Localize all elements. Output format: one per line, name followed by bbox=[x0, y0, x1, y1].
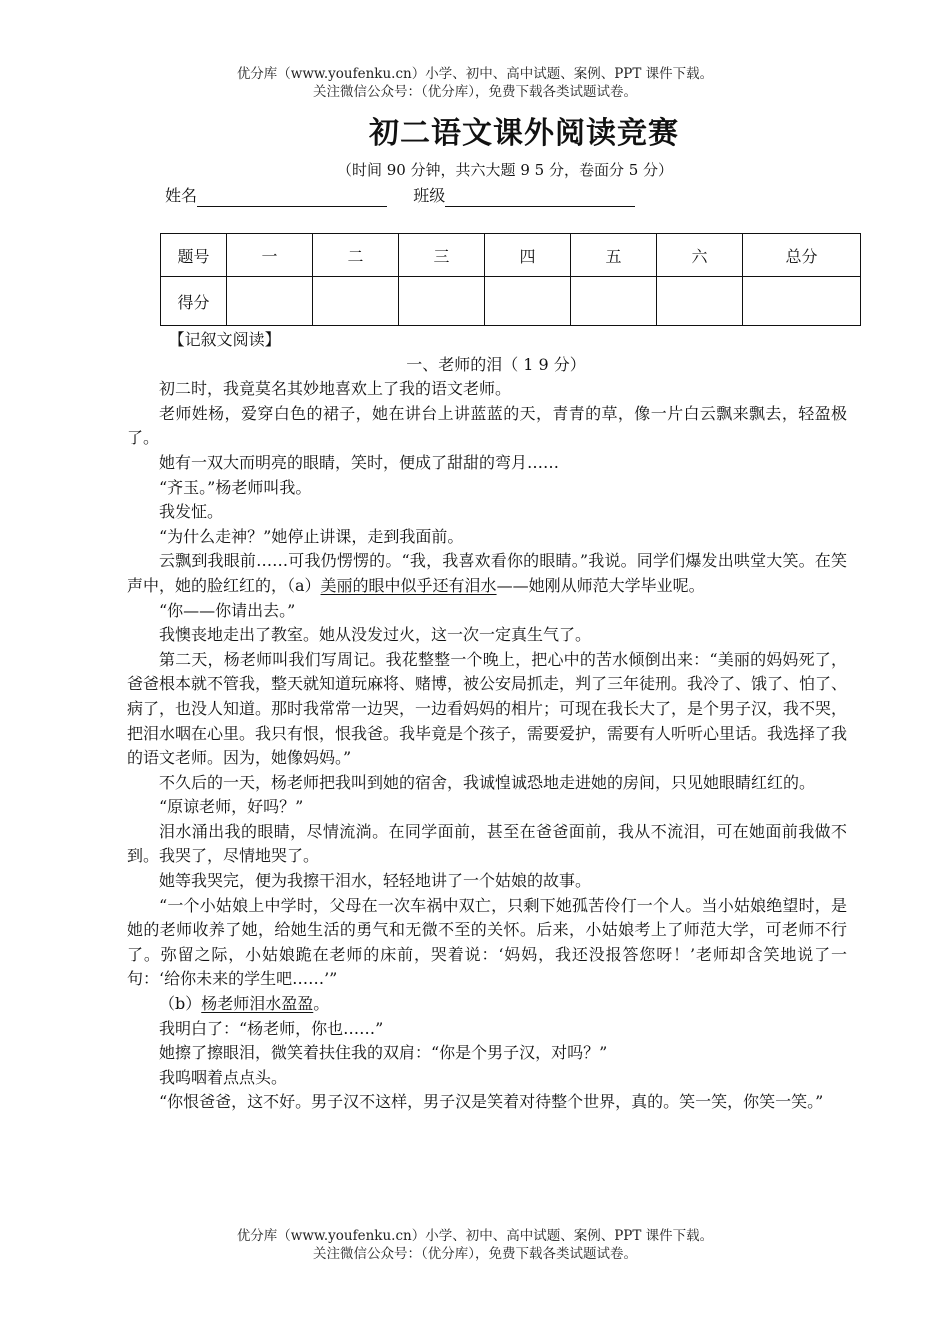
reading-passage bbox=[127, 328, 847, 1115]
column-header-cell: 总分 bbox=[743, 234, 861, 277]
paragraph-text: ——她刚从师范大学毕业呢。 bbox=[496, 575, 705, 595]
passage-paragraph: “为什么走神？”她停止讲课，走到我面前。 bbox=[159, 526, 464, 546]
column-header-cell: 六 bbox=[657, 234, 743, 277]
underlined-sentence-b: 杨老师泪水盈盈 bbox=[201, 994, 314, 1014]
score-label-cell: 得分 bbox=[161, 277, 227, 326]
paragraph-text: （b） bbox=[159, 994, 202, 1014]
passage-paragraph: 我明白了：“杨老师，你也……” bbox=[159, 1018, 384, 1038]
section-label: 【记叙文阅读】 bbox=[168, 330, 281, 349]
score-cell bbox=[227, 277, 313, 326]
score-table-header-row bbox=[161, 234, 861, 277]
passage-paragraph: 初二时，我竟莫名其妙地喜欢上了我的语文老师。 bbox=[159, 379, 512, 399]
passage-paragraph: “齐玉。”杨老师叫我。 bbox=[159, 477, 312, 497]
passage-paragraph: “一个小姑娘上中学时，父母在一次车祸中双亡，只剩下她孤苦伶仃一个人。当小姑娘绝望时，是她的老师收养了她，给她生活的勇气和无微不至的关怀。后来，小姑娘考上了师范大学，可老师不行了。弥留之际，小姑娘跪在老师的床前，哭着说：‘妈妈，我还没报答您呀！’老师却含笑地说了一句：‘给你未来的学生吧……’” bbox=[127, 895, 847, 989]
paragraph-text: 。 bbox=[313, 994, 330, 1014]
passage-paragraph: 她擦了擦眼泪，微笑着扶住我的双肩：“你是个男子汉，对吗？” bbox=[159, 1043, 608, 1063]
question-title: 一、老师的泪（ 1 9 分） bbox=[406, 354, 586, 374]
score-table bbox=[160, 233, 861, 326]
page-title: 初二语文课外阅读竞赛 bbox=[369, 116, 679, 151]
score-cell bbox=[743, 277, 861, 326]
passage-paragraph: “原谅老师，好吗？” bbox=[159, 797, 304, 817]
header-promo-line-2: 关注微信公众号：（优分库），免费下载各类试题试卷。 bbox=[313, 84, 637, 100]
passage-paragraph: 老师姓杨，爱穿白色的裙子，她在讲台上讲蓝蓝的天，青青的草，像一片白云飘来飘去，轻盈极了。 bbox=[127, 403, 847, 448]
passage-paragraph bbox=[127, 992, 847, 1017]
score-cell bbox=[399, 277, 485, 326]
column-header-cell: 二 bbox=[313, 234, 399, 277]
passage-paragraph: 她有一双大而明亮的眼睛，笑时，便成了甜甜的弯月…… bbox=[159, 452, 560, 472]
underlined-sentence-a: 美丽的眼中似乎还有泪水 bbox=[320, 575, 497, 595]
name-class-row bbox=[165, 185, 635, 207]
passage-paragraph: 我懊丧地走出了教室。她从没发过火，这一次一定真生气了。 bbox=[159, 625, 592, 645]
name-label: 姓名 bbox=[165, 186, 198, 205]
passage-paragraph bbox=[127, 549, 847, 598]
score-cell bbox=[485, 277, 571, 326]
score-cell bbox=[657, 277, 743, 326]
header-promo-line-1: 优分库（www.youfenku.cn）小学、初中、高中试题、案例、PPT 课件下载。 bbox=[236, 66, 714, 82]
passage-paragraph: 我呜咽着点点头。 bbox=[159, 1067, 288, 1087]
class-label: 班级 bbox=[413, 186, 446, 205]
column-header-cell: 四 bbox=[485, 234, 571, 277]
score-cell bbox=[571, 277, 657, 326]
passage-paragraph: 我发怔。 bbox=[159, 502, 224, 522]
paragraph-text: 云飘到我眼前……可我仍愣愣的。“我，我喜欢看你的眼睛。”我说。同学们爆发出哄堂大笑。在笑声中，她的脸红红的，（a） bbox=[127, 551, 847, 595]
passage-paragraph: 不久后的一天，杨老师把我叫到她的宿舍，我诚惶诚恐地走进她的房间，只见她眼睛红红的。 bbox=[159, 772, 816, 792]
passage-paragraph: 泪水涌出我的眼睛，尽情流淌。在同学面前，甚至在爸爸面前，我从不流泪，可在她面前我做不到。我哭了，尽情地哭了。 bbox=[127, 821, 847, 866]
exam-subtitle: （时间 90 分钟，共六大题 9 5 分，卷面分 5 分） bbox=[336, 161, 674, 179]
passage-paragraph: “你恨爸爸，这不好。男子汉不这样，男子汉是笑着对待整个世界，真的。笑一笑，你笑一笑。” bbox=[159, 1092, 824, 1112]
passage-paragraph: “你——你请出去。” bbox=[159, 600, 296, 620]
row-header-cell: 题号 bbox=[161, 234, 227, 277]
name-blank bbox=[197, 188, 387, 207]
class-blank bbox=[445, 188, 635, 207]
column-header-cell: 五 bbox=[571, 234, 657, 277]
column-header-cell: 一 bbox=[227, 234, 313, 277]
column-header-cell: 三 bbox=[399, 234, 485, 277]
passage-paragraph: 第二天，杨老师叫我们写周记。我花整整一个晚上，把心中的苦水倾倒出来：“美丽的妈妈死了，爸爸根本就不管我，整天就知道玩麻将、赌博，被公安局抓走，判了三年徒刑。我冷了、饿了、怕了、病了，也没人知道。那时我常常一边哭，一边看妈妈的相片；可现在我长大了，是个男子汉，我不哭，把泪水咽在心里。我只有恨，恨我爸。我毕竟是个孩子，需要爱护，需要有人听听心里话。我选择了我的语文老师。因为，她像妈妈。” bbox=[127, 649, 848, 768]
footer-promo-line-2: 关注微信公众号：（优分库），免费下载各类试题试卷。 bbox=[313, 1246, 637, 1262]
passage-paragraph: 她等我哭完，便为我擦干泪水，轻轻地讲了一个姑娘的故事。 bbox=[159, 871, 592, 891]
score-table-score-row bbox=[161, 277, 861, 326]
score-cell bbox=[313, 277, 399, 326]
footer-promo-line-1: 优分库（www.youfenku.cn）小学、初中、高中试题、案例、PPT 课件下载。 bbox=[236, 1228, 714, 1244]
